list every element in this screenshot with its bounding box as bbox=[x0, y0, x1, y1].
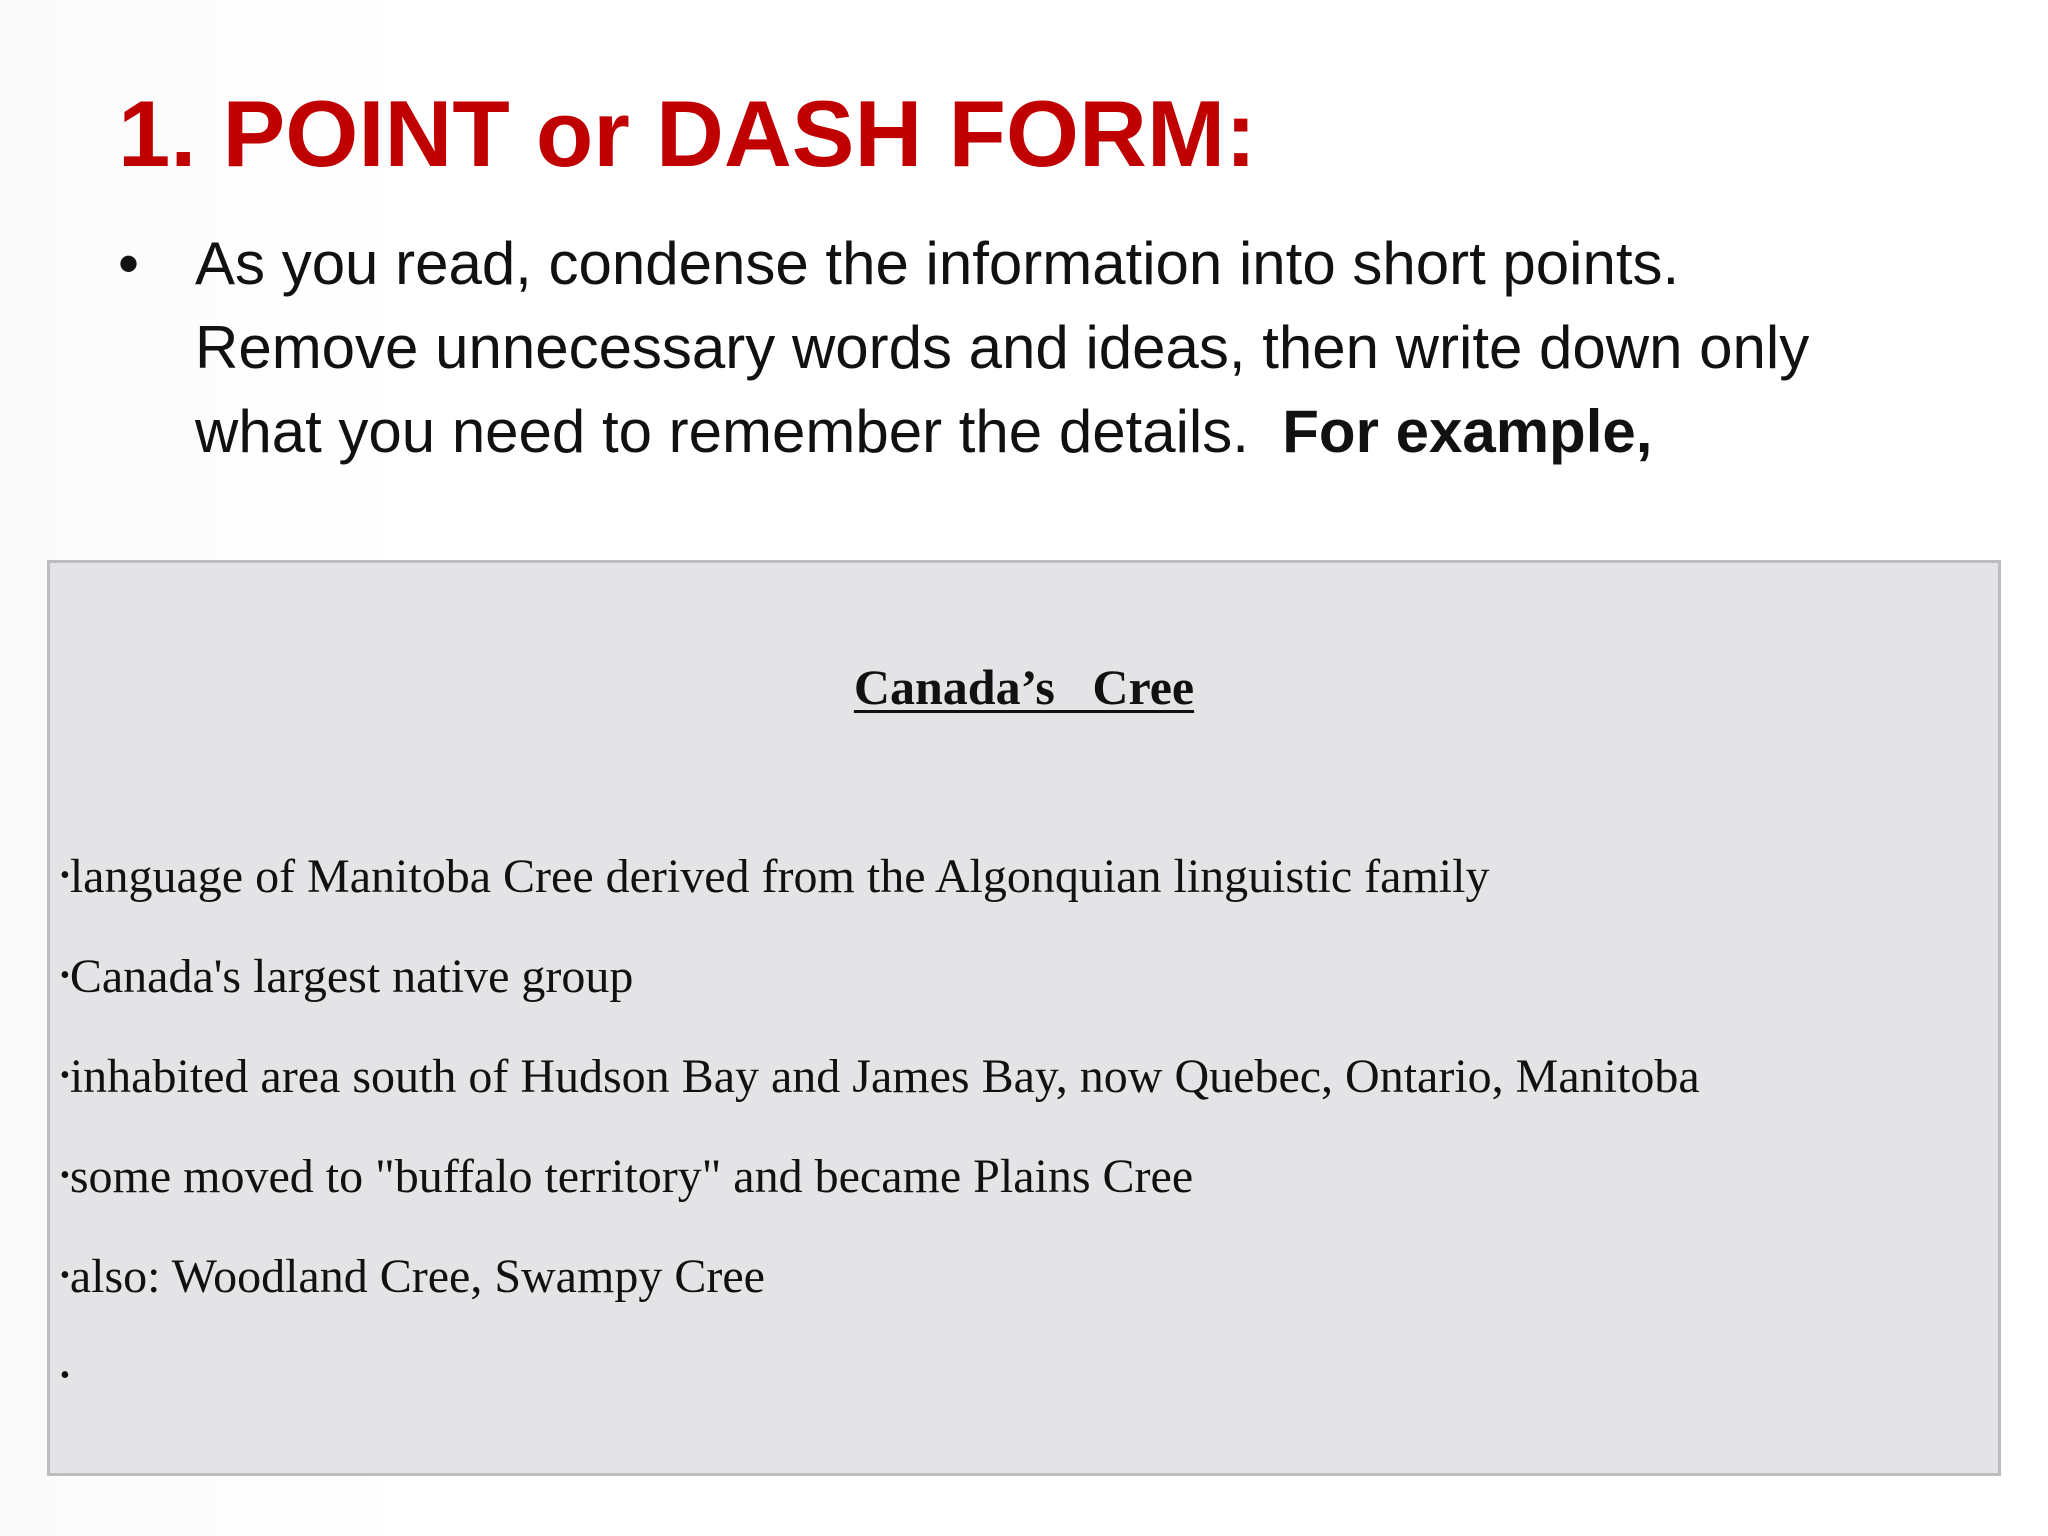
point-marker: • bbox=[60, 960, 70, 991]
list-item bbox=[60, 1048, 1700, 1148]
bullet-marker: • bbox=[118, 230, 140, 297]
point-text: also: Woodland Cree, Swampy Cree bbox=[69, 1250, 765, 1303]
list-item bbox=[60, 848, 1700, 948]
point-marker: • bbox=[60, 860, 70, 891]
point-text: Canada's largest native group bbox=[69, 950, 634, 1003]
instruction-line-3: what you need to remember the details. bbox=[195, 398, 1283, 465]
example-notes-box bbox=[47, 560, 2001, 1476]
instruction-line-2: Remove unnecessary words and ideas, then write down only bbox=[195, 314, 1810, 381]
point-text: some moved to "buffalo territory" and became Plains Cree bbox=[69, 1150, 1194, 1203]
list-item bbox=[60, 1248, 1700, 1348]
for-example-label: For example, bbox=[1282, 398, 1653, 465]
list-item bbox=[60, 948, 1700, 1048]
point-text: inhabited area south of Hudson Bay and James Bay, now Quebec, Ontario, Manitoba bbox=[69, 1050, 1700, 1103]
example-point-list bbox=[60, 848, 1700, 1448]
point-text: language of Manitoba Cree derived from the Algonquian linguistic family bbox=[69, 850, 1490, 903]
instruction-line-1: As you read, condense the information into short points. bbox=[195, 230, 1680, 297]
list-item bbox=[60, 1348, 1700, 1448]
list-item bbox=[60, 1148, 1700, 1248]
point-marker: • bbox=[60, 1260, 70, 1291]
point-marker: • bbox=[60, 1360, 70, 1391]
point-marker: • bbox=[60, 1160, 70, 1191]
example-heading: Canada’s Cree bbox=[853, 659, 1195, 715]
point-marker: • bbox=[60, 1060, 70, 1091]
slide-title: 1. POINT or DASH FORM: bbox=[118, 81, 1257, 186]
instruction-text bbox=[195, 222, 1995, 474]
